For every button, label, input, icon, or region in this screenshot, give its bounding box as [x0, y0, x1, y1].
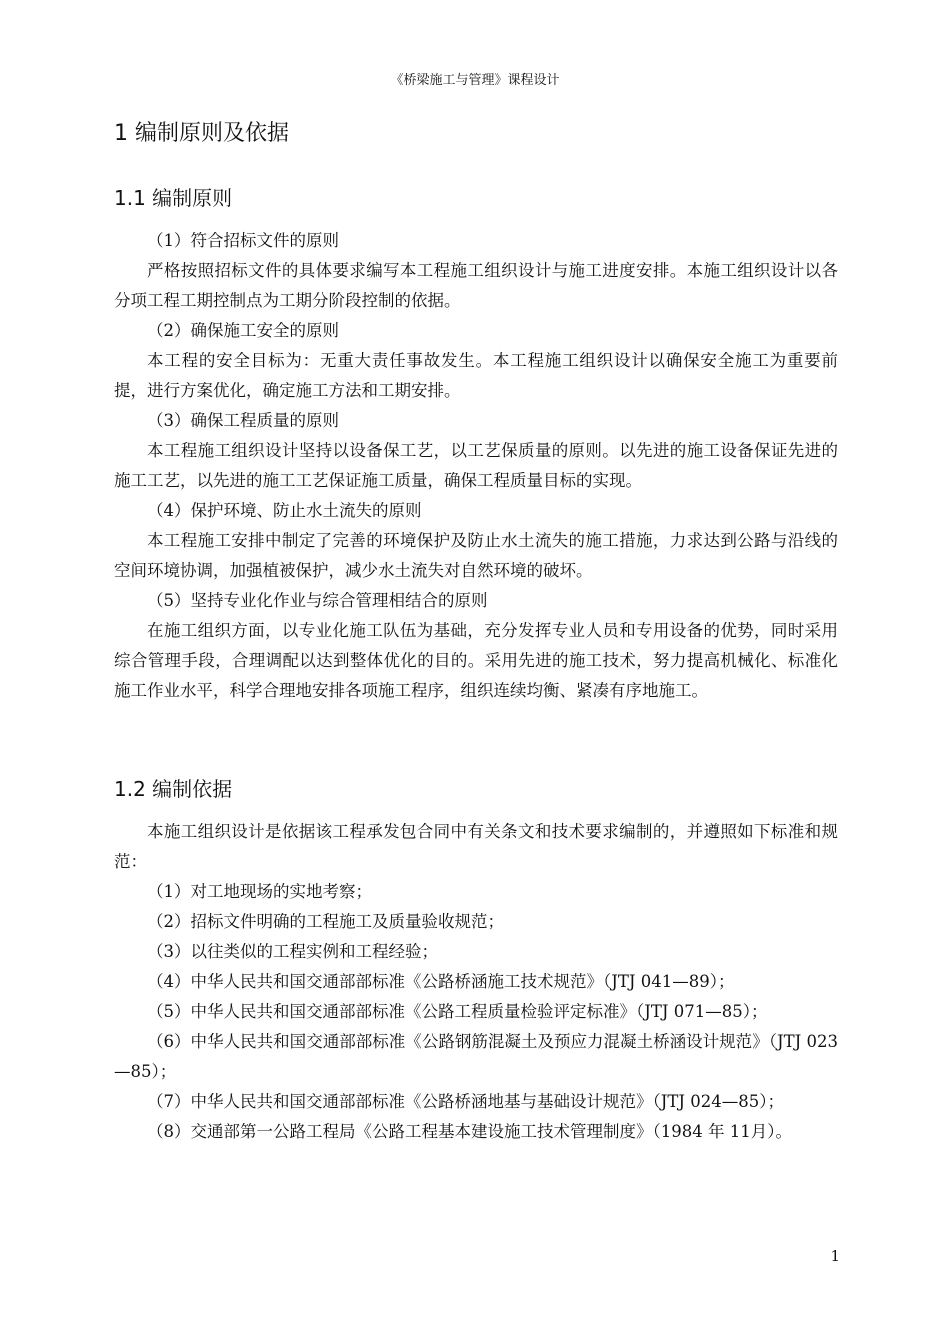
section-1-2-title: 1.2 编制依据: [114, 777, 233, 801]
running-header: 《桥梁施工与管理》课程设计: [390, 73, 560, 88]
principle-4-heading: （4）保护环境、防止水土流失的原则: [147, 501, 422, 520]
section-1-2-body: [114, 817, 838, 1147]
principle-3-text: 本工程施工组织设计坚持以设备保工艺，以工艺保质量的原则。以先进的施工设备保证先进的施工工艺，以先进的施工工艺保证施工质量，确保工程质量目标的实现。: [114, 441, 838, 490]
basis-item-1: （1）对工地现场的实地考察；: [147, 882, 372, 901]
principle-5-heading: （5）坚持专业化作业与综合管理相结合的原则: [147, 591, 488, 610]
basis-item-3: （3）以往类似的工程实例和工程经验；: [147, 942, 438, 961]
basis-item-8: （8）交通部第一公路工程局《公路工程基本建设施工技术管理制度》（1984 年 11月）。: [147, 1122, 792, 1141]
basis-item-6: （6）中华人民共和国交通部部标准《公路钢筋混凝土及预应力混凝土桥涵设计规范》（JTJ 023—85）；: [114, 1032, 838, 1081]
section-1-1-body: [114, 226, 838, 706]
principle-4-text: 本工程施工安排中制定了完善的环境保护及防止水土流失的施工措施，力求达到公路与沿线的空间环境协调，加强植被保护，减少水土流失对自然环境的破坏。: [114, 531, 838, 580]
page-number: 1: [830, 1247, 840, 1265]
basis-item-2: （2）招标文件明确的工程施工及质量验收规范；: [147, 912, 504, 931]
basis-item-5: （5）中华人民共和国交通部部标准《公路工程质量检验评定标准》（JTJ 071—85）；: [147, 1002, 768, 1021]
principle-1-heading: （1）符合招标文件的原则: [147, 231, 339, 250]
section-1-1-title: 1.1 编制原则: [114, 186, 233, 210]
principle-2-text: 本工程的安全目标为：无重大责任事故发生。本工程施工组织设计以确保安全施工为重要前提，进行方案优化，确定施工方法和工期安排。: [114, 351, 838, 400]
principle-2-heading: （2）确保施工安全的原则: [147, 321, 339, 340]
chapter-title: 1 编制原则及依据: [114, 121, 289, 146]
principle-1-text: 严格按照招标文件的具体要求编写本工程施工组织设计与施工进度安排。本施工组织设计以各分项工程工期控制点为工期分阶段控制的依据。: [114, 261, 838, 310]
principle-3-heading: （3）确保工程质量的原则: [147, 411, 339, 430]
basis-item-7: （7）中华人民共和国交通部部标准《公路桥涵地基与基础设计规范》（JTJ 024—85）；: [147, 1092, 784, 1111]
basis-item-4: （4）中华人民共和国交通部部标准《公路桥涵施工技术规范》（JTJ 041—89）；: [147, 972, 735, 991]
basis-intro: 本施工组织设计是依据该工程承发包合同中有关条文和技术要求编制的，并遵照如下标准和规范：: [114, 822, 838, 871]
principle-5-text: 在施工组织方面，以专业化施工队伍为基础，充分发挥专业人员和专用设备的优势，同时采用综合管理手段，合理调配以达到整体优化的目的。采用先进的施工技术，努力提高机械化、标准化施工作业水平，科学合理地安排各项施工程序，组织连续均衡、紧凑有序地施工。: [114, 621, 838, 700]
